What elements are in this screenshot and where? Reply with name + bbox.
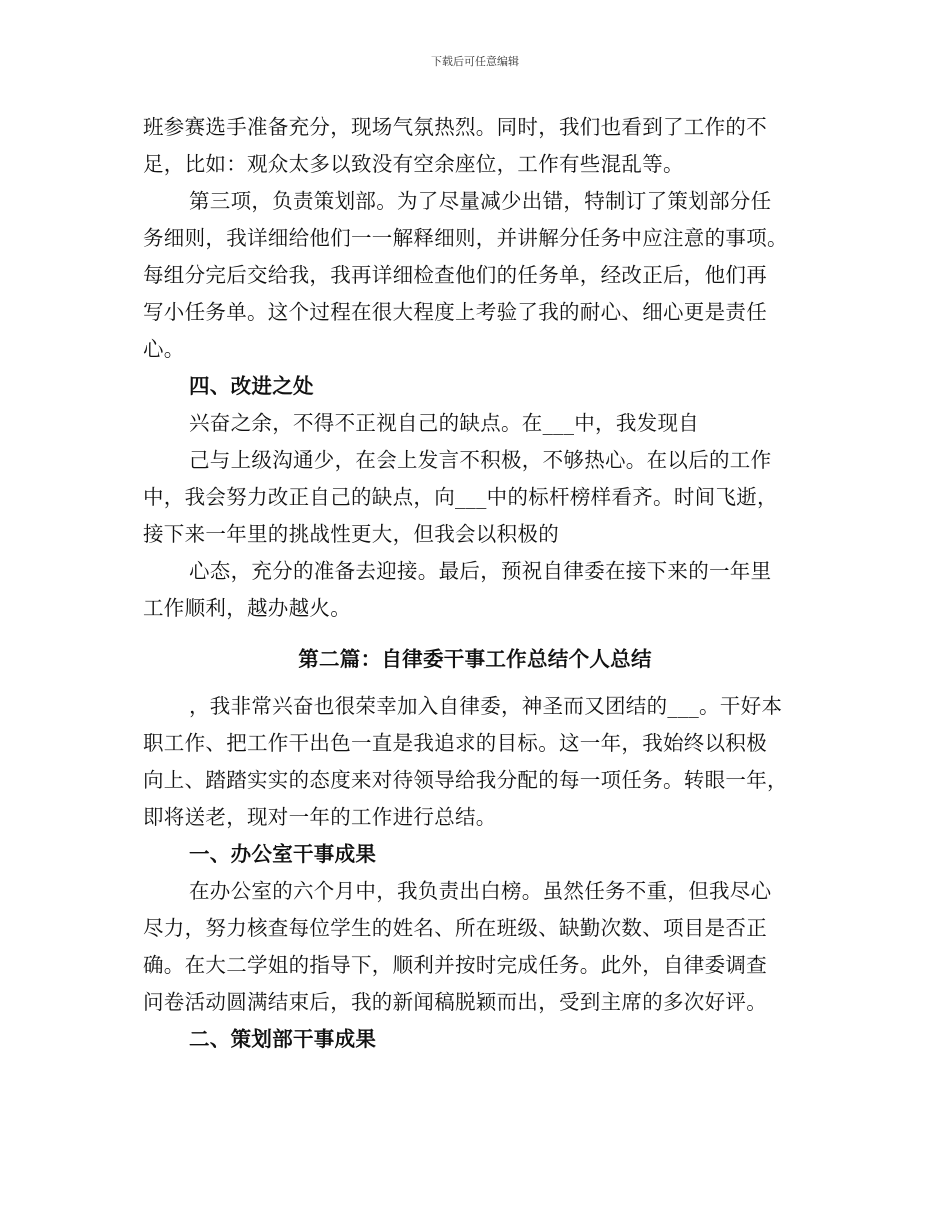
paragraph-line: 在办公室的六个月中，我负责出白榜。虽然任务不重，但我尽心 [189, 879, 772, 903]
paragraph-line: 班参赛选手准备充分，现场气氛热烈。同时，我们也看到了工作的不 [143, 115, 767, 139]
paragraph-line: 第三项，负责策划部。为了尽量减少出错，特制订了策划部分任 [189, 189, 772, 213]
page-header: 下载后可任意编辑 [431, 55, 519, 68]
paragraph-line: ，我非常兴奋也很荣幸加入自律委，神圣而又团结的___。干好本 [189, 694, 783, 718]
paragraph-line: 中，我会努力改正自己的缺点，向___中的标杆榜样看齐。时间飞逝， [143, 485, 778, 509]
paragraph-line: 尽力，努力核查每位学生的姓名、所在班级、缺勤次数、项目是否正 [143, 916, 767, 940]
paragraph-line: 工作顺利，越办越火。 [143, 596, 351, 620]
section-heading: 四、改进之处 [189, 374, 314, 398]
section-heading: 一、办公室干事成果 [189, 842, 377, 866]
paragraph-line: 确。在大二学姐的指导下，顺利并按时完成任务。此外，自律委调查 [143, 953, 767, 977]
paragraph-line: 心态，充分的准备去迎接。最后，预祝自律委在接下来的一年里 [189, 559, 772, 583]
paragraph-line: 己与上级沟通少，在会上发言不积极，不够热心。在以后的工作 [189, 448, 772, 472]
paragraph-line: 每组分完后交给我，我再详细检查他们的任务单，经改正后，他们再 [143, 263, 767, 287]
paragraph-line: 职工作、把工作干出色一直是我追求的目标。这一年，我始终以积极 [143, 731, 767, 755]
paragraph-line: 向上、踏踏实实的态度来对待领导给我分配的每一项任务。转眼一年， [143, 768, 788, 792]
paragraph-line: 务细则，我详细给他们一一解释细则，并讲解分任务中应注意的事项。 [143, 226, 788, 250]
paragraph-line: 心。 [143, 337, 185, 361]
paragraph-line: 接下来一年里的挑战性更大，但我会以积极的 [143, 522, 559, 546]
paragraph-line: 即将送老，现对一年的工作进行总结。 [143, 805, 497, 829]
chapter-title: 第二篇：自律委干事工作总结个人总结 [298, 647, 652, 671]
paragraph-line: 问卷活动圆满结束后，我的新闻稿脱颖而出，受到主席的多次好评。 [143, 990, 767, 1014]
paragraph-line: 兴奋之余，不得不正视自己的缺点。在___中，我发现自 [189, 411, 700, 435]
paragraph-line: 写小任务单。这个过程在很大程度上考验了我的耐心、细心更是责任 [143, 300, 767, 324]
section-heading: 二、策划部干事成果 [189, 1027, 377, 1051]
paragraph-line: 足，比如：观众太多以致没有空余座位，工作有些混乱等。 [143, 152, 684, 176]
